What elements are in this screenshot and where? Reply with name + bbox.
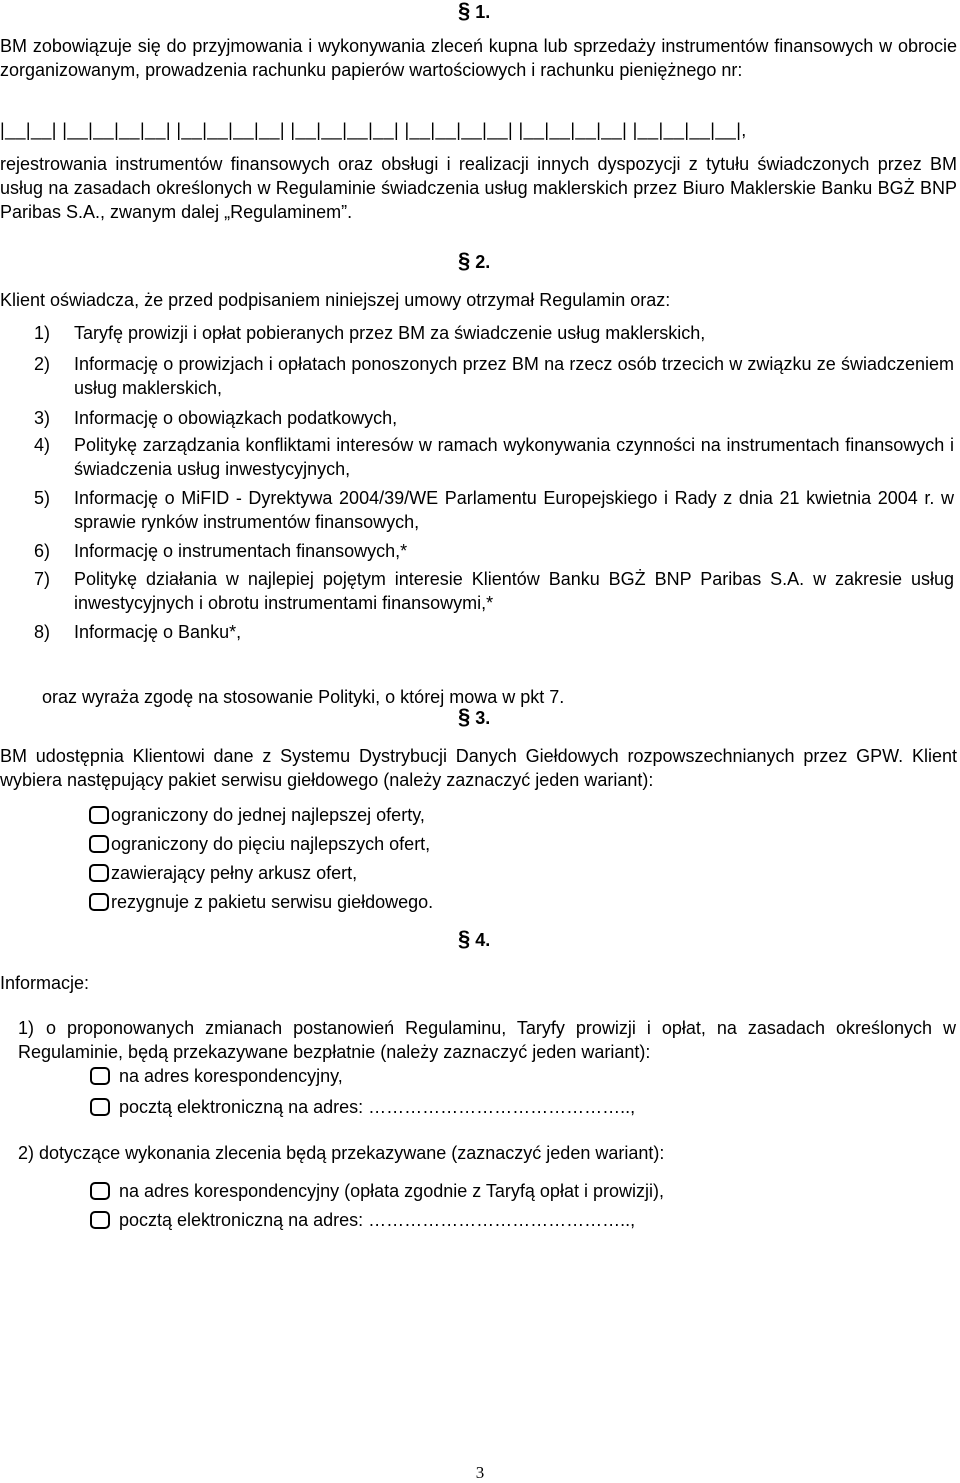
section-4-heading: § 4.: [458, 926, 491, 951]
section-3-heading: § 3.: [458, 704, 491, 729]
regulation-changes-option-postal[interactable]: na adres korespondencyjny,: [90, 1064, 343, 1088]
section-3-intro: BM udostępnia Klientowi dane z Systemu Dystrybucji Danych Giełdowych rozpowszechnianych przez GPW. Klient wybiera następujący pakiet serwisu giełdowego (należy zaznaczyć jeden wariant):: [0, 746, 957, 790]
section-2-closing: oraz wyraża zgodę na stosowanie Polityki, o której mowa w pkt 7.: [42, 687, 565, 707]
section-1-intro: BM zobowiązuje się do przyjmowania i wykonywania zleceń kupna lub sprzedaży instrumentów finansowych w obrocie zorganizowanym, prowadzenia rachunku papierów wartościowych i rachunku pieniężnego nr:: [0, 36, 957, 80]
section-sign-icon: §: [458, 248, 471, 273]
section-2-intro: Klient oświadcza, że przed podpisaniem niniejszej umowy otrzymał Regulamin oraz:: [0, 290, 671, 310]
checkbox-icon[interactable]: [89, 806, 109, 824]
section-1-heading: § 1.: [458, 0, 491, 23]
order-confirmation-option-postal[interactable]: na adres korespondencyjny (opłata zgodnie z Taryfą opłat i prowizji),: [90, 1179, 664, 1203]
section-sign-icon: §: [458, 926, 471, 951]
regulation-changes-option-email[interactable]: pocztą elektroniczną na adres: ……………………………………..,: [90, 1095, 635, 1119]
checkbox-icon[interactable]: [89, 835, 109, 853]
package-option-full-sheet[interactable]: zawierający pełny arkusz ofert,: [89, 861, 357, 885]
section-sign-icon: §: [458, 704, 471, 729]
account-number-field[interactable]: |__|__| |__|__|__|__| |__|__|__|__| |__|__|__|__| |__|__|__|__| |__|__|__|__| |__|__|__|__|,: [0, 120, 747, 140]
page-number: 3: [475, 1463, 485, 1482]
section-1-continuation: rejestrowania instrumentów finansowych oraz obsługi i realizacji innych dyspozycji z tytułu świadczonych przez BM usług na zasadach określonych w Regulaminie świadczenia usług maklerskich przez Biuro Maklerskie Banku BGŻ BNP Paribas S.A., zwanym dalej „Regulaminem”.: [0, 154, 957, 222]
order-confirmation-option-email[interactable]: pocztą elektroniczną na adres: ……………………………………..,: [90, 1208, 635, 1232]
checkbox-icon[interactable]: [90, 1098, 110, 1116]
section-sign-icon: §: [458, 0, 471, 23]
info-item-1-number: 1): [18, 1018, 35, 1038]
package-option-resign[interactable]: rezygnuje z pakietu serwisu giełdowego.: [89, 890, 433, 914]
checkbox-icon[interactable]: [89, 864, 109, 882]
info-item-2: 2) dotyczące wykonania zlecenia będą przekazywane (zaznaczyć jeden wariant):: [18, 1143, 665, 1163]
checkbox-icon[interactable]: [90, 1211, 110, 1229]
package-option-best-offer[interactable]: ograniczony do jednej najlepszej oferty,: [89, 803, 425, 827]
package-option-five-offers[interactable]: ograniczony do pięciu najlepszych ofert,: [89, 832, 430, 856]
section-4-label: Informacje:: [0, 973, 90, 993]
section-2-heading: § 2.: [458, 248, 491, 273]
checkbox-icon[interactable]: [89, 893, 109, 911]
info-item-1-text: o proponowanych zmianach postanowień Regulaminu, Taryfy prowizji i opłat, na zasadach określonych w Regulaminie, będą przekazywane bezpłatnie (należy zaznaczyć jeden wariant):: [18, 1018, 956, 1062]
checkbox-icon[interactable]: [90, 1067, 110, 1085]
checkbox-icon[interactable]: [90, 1182, 110, 1200]
received-documents-list: 1) Taryfę prowizji i opłat pobieranych przez BM za świadczenie usług maklerskich, 2) Informację o prowizjach i opłatach ponoszonych przez BM na rzecz osób trzecich w związku ze świadczeniem usług maklerskich, 3) Informację o obowiązkach podatkowych, 4) Politykę zarządzania konfliktami interesów w ramach wykonywania czynności na instrumentach finansowych i świadczenia usług inwestycyjnych, 5) Informację o MiFID - Dyrektywa 2004/39/WE Parlamentu Europejskiego i Rady z dnia 21 kwietnia 2004 r. w sprawie rynków instrumentów finansowych, 6) Informację o instrumentach finansowych,* 7) Politykę działania w najlepiej pojętym interesie Klientów Banku BGŻ BNP Paribas S.A. w zakresie usług inwestycyjnych i obrotu instrumentami finansowymi,* 8) Informację o Banku*,: [34, 323, 954, 642]
